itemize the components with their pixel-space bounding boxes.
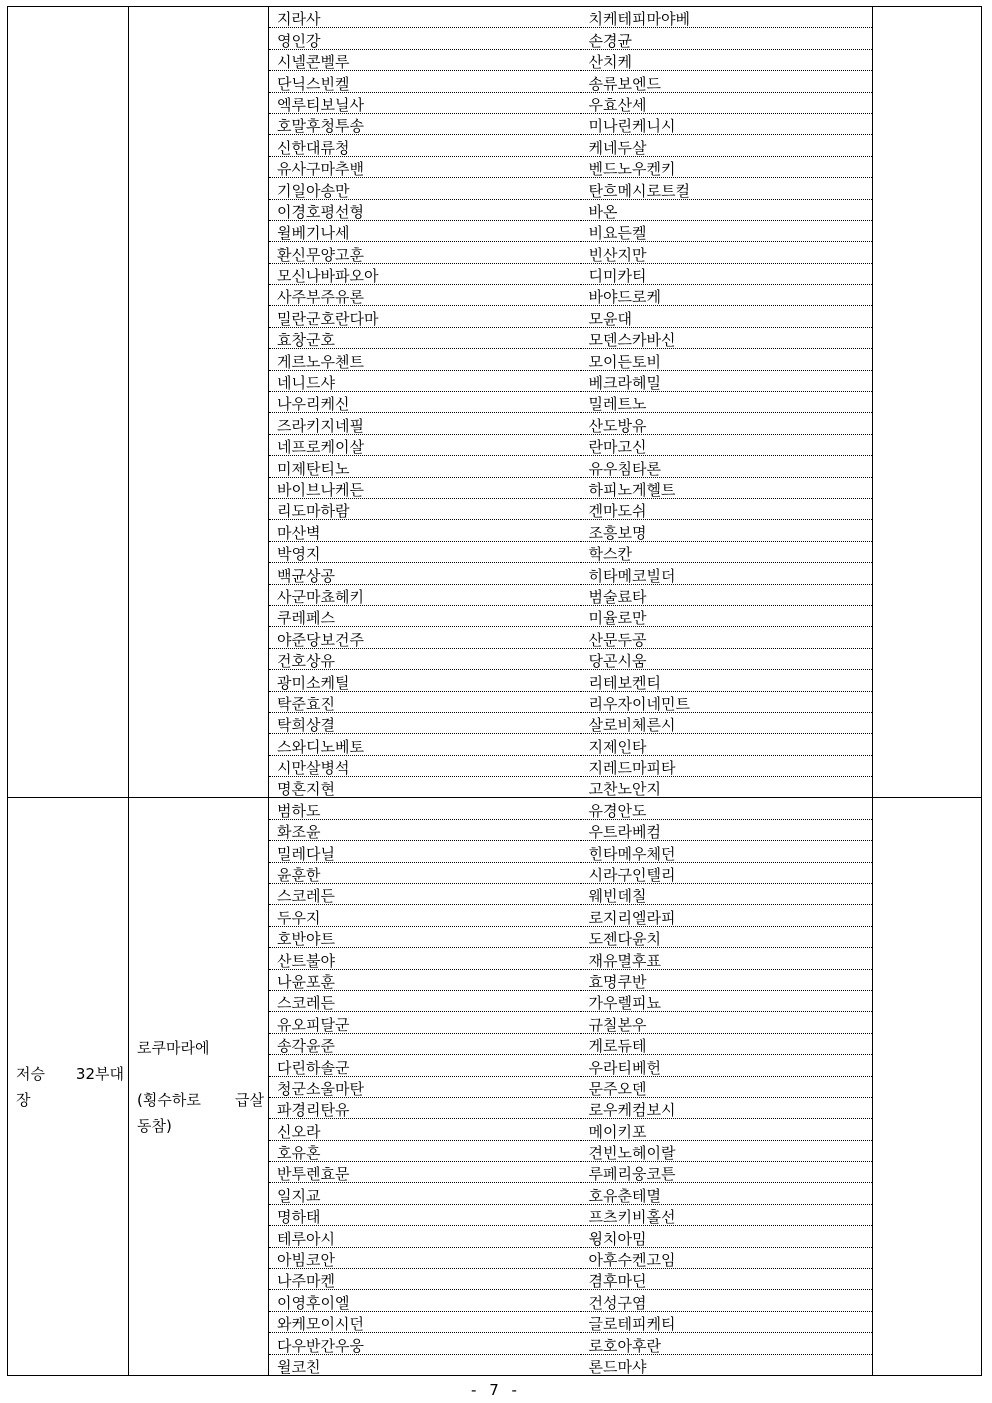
name-cell: 지제인타 [581, 734, 873, 755]
name-cell: 빈산지만 [581, 242, 873, 263]
name-cell: 치케테피마야베 [581, 7, 873, 28]
name-cell: 우효산세 [581, 92, 873, 113]
name-cell: 가우렐피뇨 [581, 990, 873, 1011]
name-cell: 건성구염 [581, 1290, 873, 1311]
name-cell: 밀레트노 [581, 392, 873, 413]
name-cell: 문주오덴 [581, 1076, 873, 1097]
name-cell: 지라사 [269, 7, 581, 28]
name-cell: 바온 [581, 199, 873, 220]
name-cell: 로호아후란 [581, 1333, 873, 1354]
name-cell: 힌타메우체던 [581, 841, 873, 862]
name-row [269, 755, 581, 776]
name-cell: 호유춘테멸 [581, 1183, 873, 1204]
remarks-cell-empty [873, 798, 982, 1376]
name-cell: 밀레다닐 [269, 841, 581, 862]
name-cell: 도젠다윤치 [581, 926, 873, 947]
name-row [269, 670, 581, 691]
name-row [581, 905, 873, 926]
name-row [581, 926, 873, 947]
name-column-2 [581, 7, 873, 798]
name-row [581, 798, 873, 819]
name-row [269, 1354, 581, 1375]
name-cell: 학스칸 [581, 541, 873, 562]
name-cell: 우트라베컴 [581, 819, 873, 840]
name-row [269, 712, 581, 733]
name-row [581, 220, 873, 241]
name-cell: 비요든켈 [581, 220, 873, 241]
name-row [581, 1140, 873, 1161]
name-row [581, 71, 873, 92]
name-row [581, 1354, 873, 1375]
name-cell: 아빔코안 [269, 1247, 581, 1268]
name-cell: 호말후청투송 [269, 113, 581, 134]
name-cell: 청군소울마탄 [269, 1076, 581, 1097]
name-row [581, 712, 873, 733]
name-cell: 사주부주유론 [269, 285, 581, 306]
name-cell: 디미카티 [581, 263, 873, 284]
name-cell: 메이키포 [581, 1119, 873, 1140]
name-cell: 산트불야 [269, 948, 581, 969]
name-cell: 스코레든 [269, 990, 581, 1011]
name-cell: 손경균 [581, 28, 873, 49]
name-row [269, 49, 581, 70]
name-row [581, 1076, 873, 1097]
name-cell: 시만살병석 [269, 755, 581, 776]
name-cell: 송류보엔드 [581, 71, 873, 92]
name-cell: 호반야트 [269, 926, 581, 947]
name-cell: 네프로케이살 [269, 434, 581, 455]
name-cell: 이영후이엘 [269, 1290, 581, 1311]
name-cell: 모이든토비 [581, 349, 873, 370]
name-row [581, 691, 873, 712]
name-row [581, 349, 873, 370]
name-cell: 단닉스빈켈 [269, 71, 581, 92]
name-cell: 스코레든 [269, 884, 581, 905]
name-row [269, 1033, 581, 1054]
name-row [269, 113, 581, 134]
name-cell: 영인강 [269, 28, 581, 49]
name-row [581, 434, 873, 455]
name-column-1 [269, 7, 581, 798]
name-cell: 모윤대 [581, 306, 873, 327]
name-cell: 명하태 [269, 1204, 581, 1225]
name-row [269, 691, 581, 712]
name-cell: 케네두살 [581, 135, 873, 156]
name-cell: 범술료타 [581, 584, 873, 605]
name-row [269, 1012, 581, 1033]
name-cell: 밀란군호란다마 [269, 306, 581, 327]
name-cell: 당곤시움 [581, 648, 873, 669]
name-cell: 마산벽 [269, 520, 581, 541]
name-list [581, 798, 873, 1375]
name-row [269, 1140, 581, 1161]
name-cell: 유우침타론 [581, 456, 873, 477]
name-row [581, 49, 873, 70]
name-row [269, 285, 581, 306]
name-row [269, 413, 581, 434]
name-column-2 [581, 798, 873, 1376]
role-text-line2: 동참) [137, 1116, 172, 1135]
name-row [581, 777, 873, 798]
name-cell: 규칠본우 [581, 1012, 873, 1033]
name-cell: 조흥보명 [581, 520, 873, 541]
name-cell: 게르노우첸트 [269, 349, 581, 370]
name-cell: 아후수켄고임 [581, 1247, 873, 1268]
name-row [269, 7, 581, 28]
name-row [269, 1226, 581, 1247]
name-row [269, 92, 581, 113]
name-row [581, 28, 873, 49]
name-row [581, 1290, 873, 1311]
name-row [581, 7, 873, 28]
name-row [581, 1119, 873, 1140]
name-row [269, 156, 581, 177]
name-row [269, 648, 581, 669]
name-row [581, 285, 873, 306]
name-row [581, 263, 873, 284]
name-row [269, 392, 581, 413]
name-row [581, 541, 873, 562]
name-row [581, 1333, 873, 1354]
name-cell: 건호상유 [269, 648, 581, 669]
name-row [269, 349, 581, 370]
name-row [269, 1076, 581, 1097]
name-row [581, 477, 873, 498]
name-row [581, 990, 873, 1011]
name-cell: 모덴스카바신 [581, 327, 873, 348]
name-row [269, 242, 581, 263]
name-row [269, 327, 581, 348]
name-row [269, 905, 581, 926]
name-row [581, 1162, 873, 1183]
name-row [269, 841, 581, 862]
name-row [581, 648, 873, 669]
name-row [581, 327, 873, 348]
name-row [269, 926, 581, 947]
name-cell: 산문두공 [581, 627, 873, 648]
name-row [269, 990, 581, 1011]
name-cell: 지레드마피타 [581, 755, 873, 776]
name-row [581, 1012, 873, 1033]
name-row [269, 948, 581, 969]
name-row [269, 884, 581, 905]
name-cell: 테루아시 [269, 1226, 581, 1247]
name-row [269, 584, 581, 605]
name-row [269, 1247, 581, 1268]
name-row [269, 777, 581, 798]
name-cell: 반투렌효문 [269, 1162, 581, 1183]
name-row [269, 306, 581, 327]
name-row [269, 1204, 581, 1225]
name-row [269, 798, 581, 819]
remarks-cell-empty [873, 7, 982, 798]
name-list [581, 7, 873, 797]
name-row [581, 862, 873, 883]
name-row [581, 1033, 873, 1054]
name-row [269, 178, 581, 199]
name-cell: 시라구인텔리 [581, 862, 873, 883]
name-row [581, 92, 873, 113]
name-cell: 윌베기나세 [269, 220, 581, 241]
name-cell: 효창군호 [269, 327, 581, 348]
name-cell: 파경리탄유 [269, 1097, 581, 1118]
name-row [269, 1119, 581, 1140]
name-row [581, 1311, 873, 1332]
table-section-1 [8, 7, 982, 798]
name-cell: 재유멸후표 [581, 948, 873, 969]
name-row [581, 563, 873, 584]
name-row [581, 242, 873, 263]
name-cell: 나주마켄 [269, 1269, 581, 1290]
name-cell: 유오피달군 [269, 1012, 581, 1033]
name-cell: 산치케 [581, 49, 873, 70]
name-cell: 신오라 [269, 1119, 581, 1140]
name-list [269, 798, 581, 1375]
name-cell: 와케모이시던 [269, 1311, 581, 1332]
name-cell: 엑루티보닐사 [269, 92, 581, 113]
name-cell: 광미소케틸 [269, 670, 581, 691]
name-cell: 박영지 [269, 541, 581, 562]
name-row [269, 1333, 581, 1354]
name-row [269, 263, 581, 284]
name-row [269, 969, 581, 990]
name-row [581, 178, 873, 199]
name-cell: 란마고신 [581, 434, 873, 455]
name-row [581, 199, 873, 220]
name-row [581, 113, 873, 134]
name-cell: 일지교 [269, 1183, 581, 1204]
name-cell: 벤드노우켄키 [581, 156, 873, 177]
name-row [269, 1290, 581, 1311]
name-cell: 신한대류청 [269, 135, 581, 156]
name-row [269, 434, 581, 455]
name-cell: 호유혼 [269, 1140, 581, 1161]
name-row [269, 627, 581, 648]
name-cell: 즈라키지네필 [269, 413, 581, 434]
name-row [269, 605, 581, 626]
name-row [581, 135, 873, 156]
name-row [581, 755, 873, 776]
name-row [581, 413, 873, 434]
name-row [269, 498, 581, 519]
rank-cell [8, 798, 129, 1376]
unit-cell-empty [129, 7, 269, 798]
name-cell: 히타메코빌더 [581, 563, 873, 584]
name-row [581, 584, 873, 605]
name-row [269, 477, 581, 498]
name-cell: 백균상공 [269, 563, 581, 584]
name-cell: 웨빈데칠 [581, 884, 873, 905]
name-cell: 기일아송만 [269, 178, 581, 199]
name-row [581, 670, 873, 691]
name-row [269, 370, 581, 391]
name-row [269, 456, 581, 477]
name-row [269, 135, 581, 156]
name-cell: 리우자이네민트 [581, 691, 873, 712]
role-text-line1: (횡수하로 급살 [137, 1090, 264, 1109]
name-cell: 로지리엘라피 [581, 905, 873, 926]
name-row [581, 734, 873, 755]
name-row [269, 1162, 581, 1183]
document-table [7, 6, 982, 1376]
name-cell: 이경호평선형 [269, 199, 581, 220]
name-cell: 겸후마딘 [581, 1269, 873, 1290]
name-cell: 바이브나케든 [269, 477, 581, 498]
name-cell: 쿠레페스 [269, 605, 581, 626]
name-cell: 하피노게헬트 [581, 477, 873, 498]
name-cell: 윙치아밈 [581, 1226, 873, 1247]
name-row [269, 1097, 581, 1118]
name-row [581, 498, 873, 519]
name-cell: 론드마샤 [588, 1358, 647, 1375]
name-row [269, 541, 581, 562]
name-row [581, 392, 873, 413]
unit-cell [129, 798, 269, 1376]
name-row [581, 306, 873, 327]
name-cell: 미율로만 [581, 605, 873, 626]
name-cell: 탁준효진 [269, 691, 581, 712]
name-cell: 시넬콘벨루 [269, 49, 581, 70]
name-row [581, 370, 873, 391]
name-row [269, 199, 581, 220]
name-cell: 탁희상결 [269, 712, 581, 733]
name-row [581, 627, 873, 648]
name-row [269, 563, 581, 584]
table-section-2 [8, 798, 982, 1376]
name-row [269, 1269, 581, 1290]
name-row [581, 884, 873, 905]
name-cell: 윌코친 [277, 1358, 321, 1375]
name-cell: 유경안도 [581, 798, 873, 819]
name-cell: 야준당보건주 [269, 627, 581, 648]
name-cell: 산도방유 [581, 413, 873, 434]
name-row [581, 456, 873, 477]
name-row [269, 734, 581, 755]
name-row [269, 862, 581, 883]
name-row [269, 520, 581, 541]
name-row [581, 841, 873, 862]
name-cell: 살로비체른시 [581, 712, 873, 733]
rank-text-line2: 장 [16, 1090, 31, 1109]
name-row [581, 1269, 873, 1290]
name-cell: 탄흐메시로트컬 [581, 178, 873, 199]
name-row [581, 156, 873, 177]
name-cell: 미제탄티노 [269, 456, 581, 477]
name-cell: 스와디노베토 [269, 734, 581, 755]
name-cell: 글로테피케티 [581, 1311, 873, 1332]
name-cell: 미나린케니시 [581, 113, 873, 134]
name-cell: 사군마쵸헤키 [269, 584, 581, 605]
name-row [581, 1247, 873, 1268]
name-cell: 바야드로케 [581, 285, 873, 306]
name-row [581, 969, 873, 990]
name-cell: 윤훈한 [269, 862, 581, 883]
name-cell: 게로듀테 [581, 1033, 873, 1054]
name-cell: 송각윤준 [269, 1033, 581, 1054]
name-row [269, 1055, 581, 1076]
name-row [269, 1311, 581, 1332]
name-row [269, 28, 581, 49]
name-row [581, 520, 873, 541]
name-cell: 유사구마추밴 [269, 156, 581, 177]
name-cell: 루페리웅코튼 [581, 1162, 873, 1183]
name-cell: 명혼지현 [277, 780, 335, 798]
rank-text-line1: 저승 32부대 [16, 1064, 124, 1083]
name-cell: 환신무양고훈 [269, 242, 581, 263]
name-cell: 겐마도쉬 [581, 498, 873, 519]
name-cell: 화조윤 [269, 819, 581, 840]
name-row [581, 1204, 873, 1225]
name-cell: 나우리케신 [269, 392, 581, 413]
name-row [581, 1183, 873, 1204]
unit-name: 로쿠마라에 [137, 1038, 210, 1057]
name-cell: 두우지 [269, 905, 581, 926]
name-cell: 네니드샤 [269, 370, 581, 391]
name-cell: 리도마하람 [269, 498, 581, 519]
name-cell: 범하도 [269, 798, 581, 819]
name-row [581, 605, 873, 626]
name-row [269, 819, 581, 840]
name-cell: 베크라헤밀 [581, 370, 873, 391]
name-row [269, 1183, 581, 1204]
name-row [581, 1097, 873, 1118]
page-number: - 7 - [471, 1381, 521, 1399]
name-column-1 [269, 798, 581, 1376]
name-cell: 다우반간우웅 [269, 1333, 581, 1354]
rank-cell-empty [8, 7, 129, 798]
name-cell: 효명쿠반 [581, 969, 873, 990]
name-cell: 고찬노안지 [588, 780, 661, 798]
name-cell: 모신나바파오아 [269, 263, 581, 284]
name-row [269, 220, 581, 241]
name-cell: 로우케컴보시 [581, 1097, 873, 1118]
name-row [581, 948, 873, 969]
name-list [269, 7, 581, 797]
name-cell: 다린하솔군 [269, 1055, 581, 1076]
name-row [581, 1226, 873, 1247]
name-cell: 우라티베헌 [581, 1055, 873, 1076]
name-cell: 프츠키비홀선 [581, 1204, 873, 1225]
name-row [581, 1055, 873, 1076]
name-cell: 나윤포훈 [269, 969, 581, 990]
name-cell: 리테보켄티 [581, 670, 873, 691]
name-row [269, 71, 581, 92]
name-cell: 견빈노헤이랄 [581, 1140, 873, 1161]
name-row [581, 819, 873, 840]
